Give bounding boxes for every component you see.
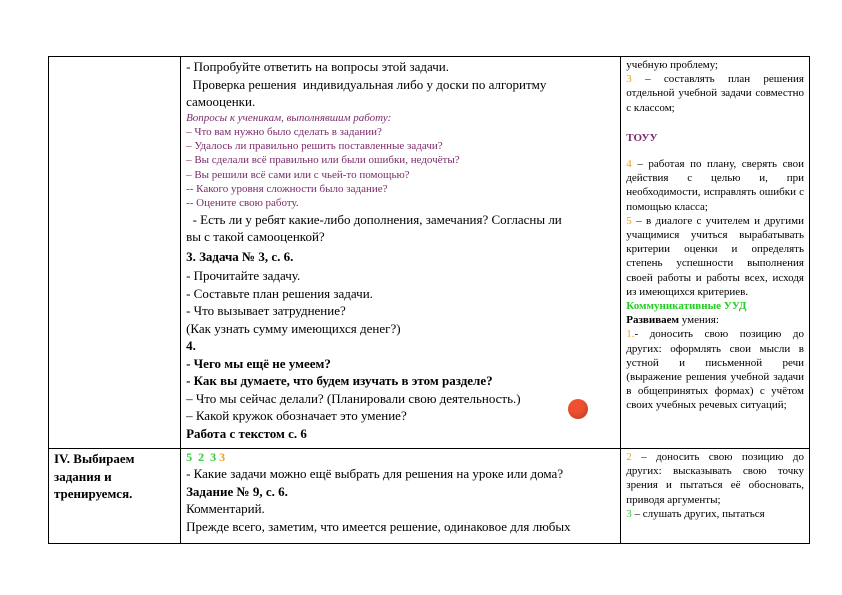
- text-line: самооценки.: [186, 94, 256, 109]
- text-line: - Попробуйте ответить на вопросы этой задачи.: [186, 59, 449, 74]
- uud-text: – работая по плану, сверять свои действия с целью и, при необходимости, исправлять ошибки с помощью класса;: [626, 158, 804, 213]
- text-line: - Есть ли у ребят какие-либо дополнения, замечания? Согласны ли: [186, 211, 562, 227]
- question-item: -- Какого уровня сложности было задание?: [186, 182, 388, 195]
- lesson-table: [48, 56, 810, 544]
- circle-numbers: [186, 450, 615, 465]
- stage-title: IV. Выбираем задания и тренируемся.: [54, 451, 135, 501]
- question-item: – Вы сделали всё правильно или были ошибки, недочёты?: [186, 154, 460, 167]
- uud-item: [626, 450, 804, 507]
- step-number: 3: [626, 73, 632, 86]
- step-number: 3: [626, 507, 632, 520]
- left-cell-empty: [49, 57, 181, 449]
- number-green: 3: [210, 450, 217, 464]
- text-line: вы с такой самооценкой?: [186, 229, 325, 245]
- step-number: 5: [626, 214, 632, 227]
- question-item: – Вы решили всё сами или с чьей-то помощью?: [186, 168, 410, 181]
- bold-question: - Как вы думаете, что будем изучать в этом разделе?: [186, 373, 493, 389]
- step-number: 1.: [626, 328, 635, 341]
- number-orange: 3: [219, 450, 226, 464]
- text-line: - Прочитайте задачу.: [186, 268, 301, 284]
- uud-subheading: [626, 313, 804, 327]
- uud-text: – доносить свою позицию до других: высказывать свою точку зрения и пытаться её обосновать, приводя аргументы;: [626, 451, 804, 506]
- uud-heading: ТОУУ: [626, 131, 658, 144]
- questions-header: Вопросы к ученикам, выполнявшим работу:: [186, 111, 392, 124]
- text-line: - Что вызывает затруднение?: [186, 303, 346, 319]
- step-number: 2: [626, 451, 632, 463]
- text-line: Проверка решения индивидуальная либо у доски по алгоритму: [186, 76, 547, 92]
- question-item: -- Оцените свою работу.: [186, 197, 299, 210]
- table-row: [49, 449, 810, 544]
- text-line: - Составьте план решения задачи.: [186, 285, 373, 301]
- uud-item: [626, 214, 804, 299]
- step-number: 4: [626, 158, 632, 171]
- uud-item: [626, 507, 804, 521]
- question-item: – Что вам нужно было сделать в задании?: [186, 125, 382, 138]
- number-green: 5: [186, 450, 193, 464]
- task-heading: 3. Задача № 3, с. 6.: [186, 248, 294, 264]
- text-line: – Какой кружок обозначает это умение?: [186, 408, 407, 424]
- text-line: - Какие задачи можно ещё выбрать для решения на уроке или дома?: [186, 466, 564, 481]
- uud-text: – в диалоге с учителем и другими учащимися учиться вырабатывать критерии оценки и определять степень успешности выполнения своей работы и работы всех, исходя из имеющихся критериев.: [626, 214, 804, 298]
- number-green: 2: [198, 450, 205, 464]
- stage-title-cell: [49, 449, 181, 544]
- uud-cell: [621, 449, 810, 544]
- text-line: Прежде всего, заметим, что имеется решение, одинаковое для любых: [186, 518, 571, 534]
- question-item: – Удалось ли правильно решить поставленные задачи?: [186, 140, 443, 153]
- uud-text: умения:: [679, 314, 719, 327]
- uud-item: [626, 327, 804, 412]
- text-line: Комментарий.: [186, 501, 265, 516]
- uud-text: - доносить свою позицию до других: оформлять свои мысли в устной и письменной речи (выражение решения учебной задачи в общепринятых формах) с учётом своих учебных речевых ситуаций;: [626, 328, 804, 412]
- task-heading: Задание № 9, с. 6.: [186, 483, 288, 499]
- text-line: (Как узнать сумму имеющихся денег?): [186, 320, 401, 336]
- text-line: – Что мы сейчас делали? (Планировали свою деятельность.): [186, 390, 521, 406]
- content-cell: [181, 449, 621, 544]
- uud-cell: [621, 57, 810, 449]
- table-row: [49, 57, 810, 449]
- uud-text: учебную проблему;: [626, 59, 719, 71]
- orange-circle-marker: [568, 399, 588, 419]
- content-cell: [181, 57, 621, 449]
- bold-heading: Работа с текстом с. 6: [186, 425, 307, 441]
- bold-question: - Чего мы ещё не умеем?: [186, 355, 331, 371]
- section-number: 4.: [186, 338, 196, 354]
- uud-text: – составлять план решения отдельной учебной задачи совместно с классом;: [626, 73, 804, 114]
- uud-item: [626, 157, 804, 214]
- uud-text: – слушать других, пытаться: [631, 507, 765, 520]
- uud-subheading-bold: Развиваем: [626, 314, 680, 327]
- uud-heading: Коммуникативные УУД: [626, 300, 747, 313]
- uud-item: [626, 72, 804, 115]
